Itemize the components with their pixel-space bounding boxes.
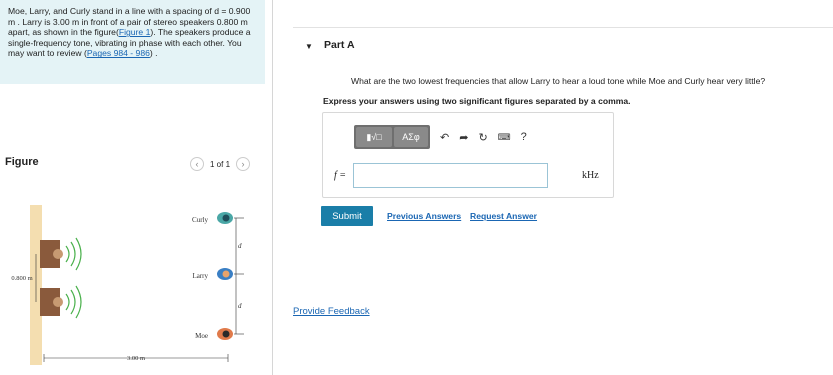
sound-waves-bottom bbox=[66, 286, 81, 318]
request-answer-link[interactable]: Request Answer bbox=[470, 211, 538, 221]
math-toolbar bbox=[354, 125, 527, 149]
d-label-lower: d bbox=[238, 302, 242, 310]
greek-symbols-button[interactable]: ΑΣφ bbox=[394, 127, 428, 147]
reset-icon[interactable]: ↻ bbox=[478, 131, 488, 144]
left-panel bbox=[0, 0, 272, 375]
next-figure-button[interactable]: › bbox=[236, 157, 250, 171]
answer-input[interactable] bbox=[353, 163, 548, 188]
distance-label: 3.00 m bbox=[126, 355, 146, 362]
help-icon[interactable]: ? bbox=[520, 131, 527, 143]
instruction-text: Express your answers using two significant figures separated by a comma. bbox=[323, 96, 631, 106]
figure-label: Figure bbox=[5, 156, 39, 168]
sound-waves-top bbox=[66, 238, 81, 270]
problem-text: Moe, Larry, and Curly stand in a line with a spacing of d = 0.900 m . Larry is 3.00 m in front of a pair of stereo speakers 0.800 m apart, as shown in the figure( bbox=[8, 6, 251, 38]
larry-label: Larry bbox=[192, 272, 208, 280]
provide-feedback-link[interactable]: Provide Feedback bbox=[293, 306, 370, 317]
figure-pager bbox=[190, 157, 250, 171]
moe-label: Moe bbox=[195, 332, 208, 340]
templates-button[interactable]: ▮√□ bbox=[356, 127, 392, 147]
curly-label: Curly bbox=[192, 216, 208, 224]
pager-text: 1 of 1 bbox=[210, 159, 231, 169]
problem-statement bbox=[0, 0, 265, 84]
part-header[interactable] bbox=[293, 27, 833, 66]
template-group bbox=[354, 125, 430, 149]
undo-icon[interactable]: ↶ bbox=[440, 131, 450, 144]
unit-label: kHz bbox=[582, 170, 599, 181]
collapse-caret-icon[interactable]: ▼ bbox=[305, 42, 313, 51]
keyboard-icon[interactable]: ⌨ bbox=[497, 131, 511, 142]
problem-text-end: ) . bbox=[149, 48, 158, 59]
submit-button[interactable]: Submit bbox=[321, 206, 373, 226]
right-panel bbox=[273, 0, 833, 375]
d-label-upper: d bbox=[238, 242, 242, 250]
prev-figure-button[interactable]: ‹ bbox=[190, 157, 204, 171]
figure-link[interactable]: Figure 1 bbox=[118, 27, 151, 38]
variable-label: f = bbox=[334, 170, 347, 181]
previous-answers-link[interactable]: Previous Answers bbox=[387, 211, 462, 221]
problem-text-2: ). The speakers produce a single-frequency tone, vibrating in phase with each other. You may want to review ( bbox=[8, 27, 251, 59]
answer-area bbox=[322, 112, 614, 198]
spacing-label: 0.800 m bbox=[11, 275, 33, 282]
redo-icon[interactable]: ➦ bbox=[459, 131, 469, 144]
question-text: What are the two lowest frequencies that allow Larry to hear a loud tone while Moe and Curly hear very little? bbox=[351, 76, 766, 86]
pages-link[interactable]: Pages 984 - 986 bbox=[86, 48, 150, 59]
part-title: Part A bbox=[324, 39, 355, 51]
speaker-figure bbox=[0, 200, 272, 375]
